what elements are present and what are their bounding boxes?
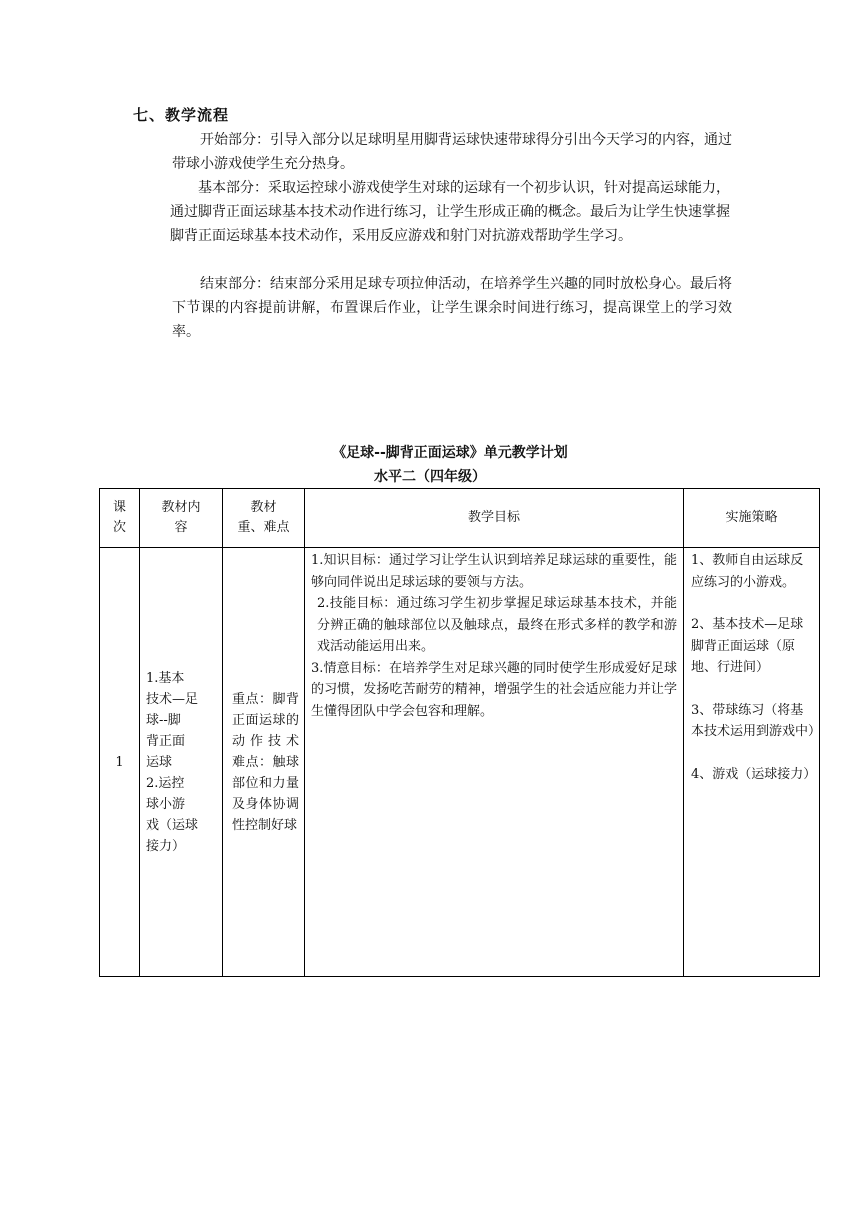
- content-line: 背正面: [146, 733, 186, 749]
- plan-title: 《足球--脚背正面运球》单元教学计划: [332, 445, 568, 461]
- header-lesson: [100, 489, 140, 548]
- header-focus: [223, 489, 305, 548]
- goal-skill: 2.技能目标：通过练习学生初步掌握足球运球基本技术，并能分辨正确的触球部位以及触球点，最终在形式多样的教学和游戏活动能运用出来。: [317, 596, 677, 654]
- content-line: 球小游: [146, 796, 186, 812]
- content-line: 运球: [146, 754, 173, 770]
- paragraph-basic: 基本部分：采取运控球小游戏使学生对球的运球有一个初步认识，针对提高运球能力，通过脚背正面运球基本技术动作进行练习，让学生形成正确的概念。最后为让学生快速掌握脚背正面运球基本技术动作，采用反应游戏和射门对抗游戏帮助学生学习。: [170, 180, 730, 244]
- lesson-number: 1: [100, 548, 140, 977]
- header-content-line: 教材内: [161, 500, 201, 515]
- goals-cell: [305, 548, 684, 977]
- header-goals: 教学目标: [305, 489, 684, 548]
- strategy-cell: [684, 548, 820, 977]
- goal-emotion: 3.情意目标：在培养学生对足球兴趣的同时使学生形成爱好足球的习惯，发扬吃苦耐劳的精神，增强学生的社会适应能力并让学生懂得团队中学会包容和理解。: [311, 660, 677, 719]
- header-content-line: 容: [174, 520, 188, 535]
- plan-subtitle: 水平二（四年级）: [374, 469, 486, 485]
- strategy-item: 4、游戏（运球接力）: [691, 766, 817, 782]
- content-line: 球--脚: [146, 712, 181, 728]
- section-heading: 七、教学流程: [133, 106, 230, 124]
- content-line: 技术—足: [146, 691, 199, 707]
- strategy-item: 3、带球练习（将基本技术运用到游戏中）: [691, 702, 822, 739]
- content-line: 戏（运球: [146, 817, 199, 833]
- unit-plan-table: [99, 488, 820, 977]
- content-line: 2.运控: [146, 775, 185, 791]
- content-line: 1.基本: [146, 670, 185, 686]
- paragraph-end: 结束部分：结束部分采用足球专项拉伸活动，在培养学生兴趣的同时放松身心。最后将下节课的内容提前讲解，布置课后作业，让学生课余时间进行练习，提高课堂上的学习效率。: [172, 276, 732, 340]
- table-header-row: [100, 489, 820, 548]
- goal-knowledge: 1.知识目标：通过学习让学生认识到培养足球运球的重要性，能够向同伴说出足球运球的要领与方法。: [311, 553, 677, 590]
- header-content: [140, 489, 223, 548]
- content-cell: [140, 548, 223, 977]
- content-line: 接力）: [146, 838, 186, 854]
- focus-cell: 重点：脚背正面运球的动作技术 难点：触球部位和力量及身体协调性控制好球: [223, 548, 305, 977]
- strategy-item: 2、基本技术—足球脚背正面运球（原地、行进间）: [691, 617, 804, 675]
- header-lesson-line: 课: [112, 500, 126, 515]
- table-row: [100, 548, 820, 977]
- paragraph-start: 开始部分：引导入部分以足球明星用脚背运球快速带球得分引出今天学习的内容，通过带球小游戏使学生充分热身。: [172, 132, 732, 172]
- header-focus-line: 重、难点: [237, 520, 290, 535]
- header-lesson-line: 次: [112, 520, 126, 535]
- header-focus-line: 教材: [250, 500, 277, 515]
- header-strategy: 实施策略: [684, 489, 820, 548]
- strategy-item: 1、教师自由运球反应练习的小游戏。: [691, 553, 804, 590]
